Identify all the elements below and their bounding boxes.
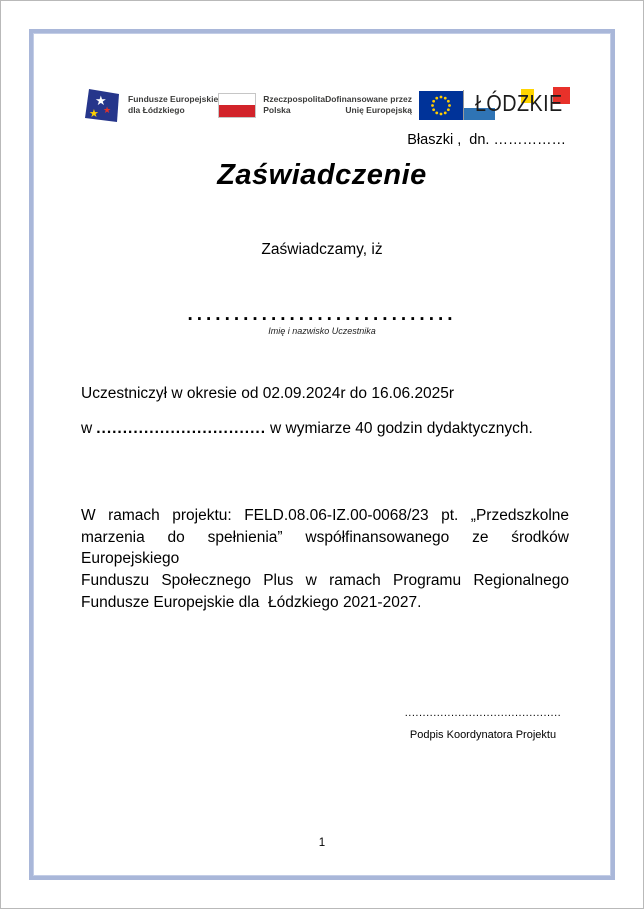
place-date-line: Błaszki , dn. …………… <box>407 132 566 148</box>
svg-text:★: ★ <box>95 93 107 108</box>
intro-line: Zaświadczamy, iż <box>261 241 383 258</box>
logo-unia-europejska <box>325 91 463 120</box>
svg-text:★: ★ <box>103 105 112 115</box>
eu-flag-icon <box>419 91 463 120</box>
participant-name-dotted-line: ............................. <box>187 304 457 325</box>
signature-caption: Podpis Koordynatora Projektu <box>409 729 557 741</box>
signature-dotted-line: ............................................ <box>404 707 562 719</box>
pl-logo-label: Rzeczpospolita Polska <box>263 93 326 115</box>
svg-text:★: ★ <box>89 108 99 120</box>
logo-strip <box>83 85 570 125</box>
participation-place-line <box>81 420 533 438</box>
lodzkie-logo <box>464 89 570 121</box>
place-dotted-line: ................................ <box>96 420 267 437</box>
participation-period-line: Uczestniczył w okresie od 02.09.2024r do 16.06.2025r <box>81 385 455 402</box>
fe-flag-icon <box>83 86 121 124</box>
page-number: 1 <box>318 837 326 849</box>
project-line-3: Funduszu Społecznego Plus w ramach Programu Regionalnego <box>81 572 569 590</box>
participant-name-block <box>1 304 643 337</box>
project-line-2: marzenia do spełnienia” współfinansowanego ze środków Europejskiego <box>81 528 569 568</box>
project-line-4: Fundusze Europejskie dla Łódzkiego 2021-2027. <box>81 593 422 611</box>
logo-rzeczpospolita-polska <box>218 93 325 118</box>
project-paragraph <box>81 505 569 614</box>
document-title: Zaświadczenie <box>217 159 427 191</box>
project-line-1: W ramach projektu: FELD.08.06-IZ.00-0068/23 pt. „Przedszkolne <box>81 507 569 524</box>
poland-flag-icon <box>218 93 256 118</box>
page-border <box>29 29 615 880</box>
lodzkie-wordmark: ŁÓDZKIE <box>475 90 563 116</box>
fe-logo-label: Fundusze Europejskie dla Łódzkiego <box>128 93 219 115</box>
eu-logo-label: Dofinansowane przez Unię Europejską <box>325 93 412 115</box>
logo-fundusze-europejskie <box>83 86 218 124</box>
place-prefix: w <box>81 420 93 437</box>
participant-name-caption: Imię i nazwisko Uczestnika <box>268 325 376 336</box>
place-suffix: w wymiarze 40 godzin dydaktycznych. <box>270 420 533 437</box>
signature-block <box>401 708 565 741</box>
